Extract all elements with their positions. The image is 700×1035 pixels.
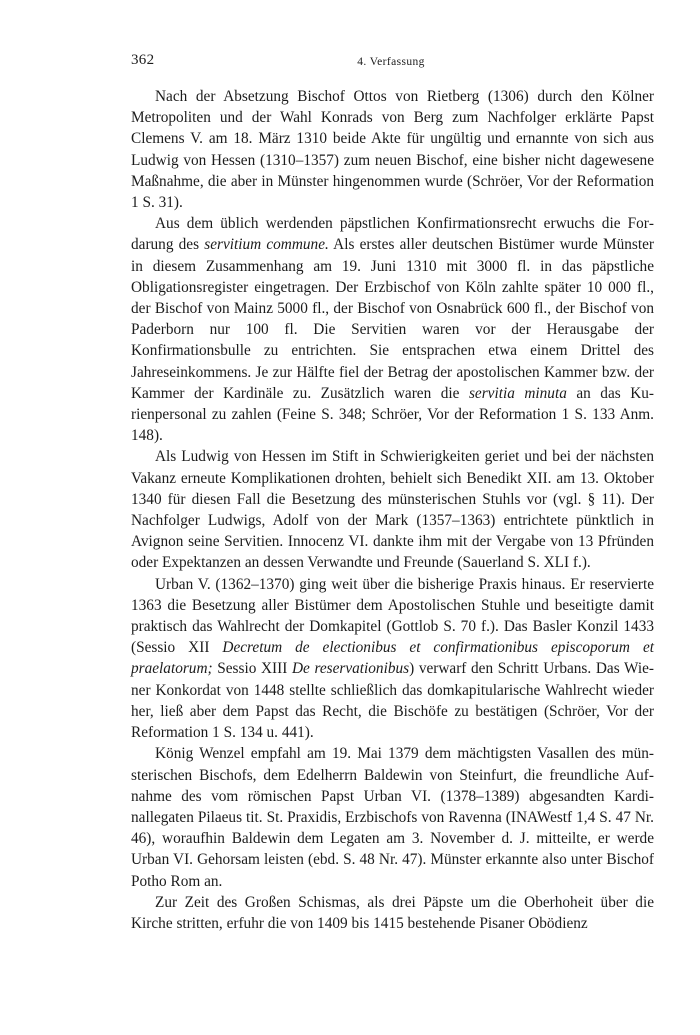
text-run: Als erstes aller deutschen Bistümer wurde Münster in diesem Zusammenhang am 19. Juni 1310 mit 3000 fl. in das päpstliche Obligationsregister eingetragen. Der Erzbischof von Köln zahlte später 10 000 fl., der Bischof von Mainz 5000 fl., der Bischof von Osnabrück 600 fl., der Bischof von Paderborn nur 100 fl. Die Servitien waren vor der Herausgabe der Konfirmationsbulle zu entrichten. Sie entsprachen etwa einem Drittel des Jahreseinkommens. Je zur Hälfte fiel der Betrag der apostolischen Kammer bzw. der Kammer der Kardinäle zu. Zusätzlich waren die — [131, 236, 654, 402]
italic-phrase: De reservationibus — [291, 660, 410, 678]
italic-phrase: servitium commune. — [204, 236, 329, 254]
paragraph-2 — [131, 213, 654, 446]
text-run: Als Ludwig von Hessen im Stift in Schwierigkeiten geriet und bei der nächsten Vakanz erneute Komplikationen drohten, behielt sich Benedikt XII. am 13. Oktober 1340 für diesen Fall die Besetzung des münsterischen Stuhls vor (vgl. § 11). Der Nachfolger Ludwigs, Adolf von der Mark (1357–1363) entrichtete pünktlich in Avignon seine Servitien. Innocenz VI. dankte ihm mit der Vergabe von 13 Pfründen oder Expektanzen an dessen Verwandte und Freunde (Sauerland S. XLI f.). — [131, 448, 654, 572]
text-run: ) verwarf den Schritt Urbans. Das Wiener Konkordat von 1448 stellte schließlich das domkapitularische Wahlrecht wieder her, ließ aber dem Papst das Recht, die Bischöfe zu bestätigen (Schröer, Vor der Reformation 1 S. 134 u. 441). — [131, 660, 655, 742]
text-run: König Wenzel empfahl am 19. Mai 1379 dem mächtigsten Vasallen des münsterischen Bischofs, dem Edelherrn Baldewin von Steinfurt, die freundliche Aufnahme des vom römischen Papst Urban VI. (1378–1389) abgesandten Kardinallegaten Pilaeus tit. St. Praxidis, Erzbischofs von Ravenna (INAWestf 1,4 S. 47 Nr. 46), woraufhin Baldewin dem Legaten am 3. November d. J. mitteilte, er werde Urban VI. Gehorsam leisten (ebd. S. 48 Nr. 47). Münster erkannte also unter Bischof Potho Rom an. — [131, 745, 654, 890]
text-run: Nach der Absetzung Bischof Ottos von Rietberg (1306) durch den Kölner Metropoliten und der Wahl Konrads von Berg zum Nachfolger erklärte Papst Clemens V. am 18. März 1310 beide Akte für ungültig und ernannte von sich aus Ludwig von Hessen (1310–1357) zum neuen Bischof, eine bisher nicht dagewesene Maßnahme, die aber in Münster hingenommen wurde (Schröer, Vor der Reformation 1 S. 31). — [131, 88, 654, 212]
paragraph-1 — [131, 86, 654, 213]
italic-phrase: Decretum de electionibus et confirmationibus episcoporum et praelatorum; — [131, 639, 654, 678]
text-run: an das Kurienpersonal zu zahlen (Feine S. 348; Schröer, Vor der Reformation 1 S. 133 Anm. 148). — [131, 384, 655, 445]
paragraph-4 — [131, 574, 654, 744]
paragraph-3 — [131, 446, 654, 573]
text-run: Sessio XIII — [212, 660, 292, 678]
text-run: Urban V. (1362–1370) ging weit über die bisherige Praxis hinaus. Er reservierte 1363 die Besetzung aller Bistümer dem Apostolischen Stuhle und beseitigte damit praktisch das Wahlrecht der Domkapitel (Gottlob S. 70 f.). Das Basler Konzil 1433 (Sessio XII — [131, 575, 654, 657]
text-run: Aus dem üblich werdenden päpstlichen Konfirmationsrecht erwuchs die Fordarung des — [131, 215, 654, 254]
running-head: 4. Verfassung — [357, 56, 425, 68]
paragraph-6 — [131, 892, 654, 934]
page-number: 362 — [131, 52, 155, 68]
paragraph-5 — [131, 743, 654, 891]
italic-phrase: servitia minuta — [468, 384, 567, 402]
body-text — [131, 86, 654, 934]
text-run: Zur Zeit des Großen Schismas, als drei Päpste um die Oberhoheit über die Kirche stritten, erfuhr die von 1409 bis 1415 bestehende Pisaner Obödienz — [131, 893, 654, 932]
